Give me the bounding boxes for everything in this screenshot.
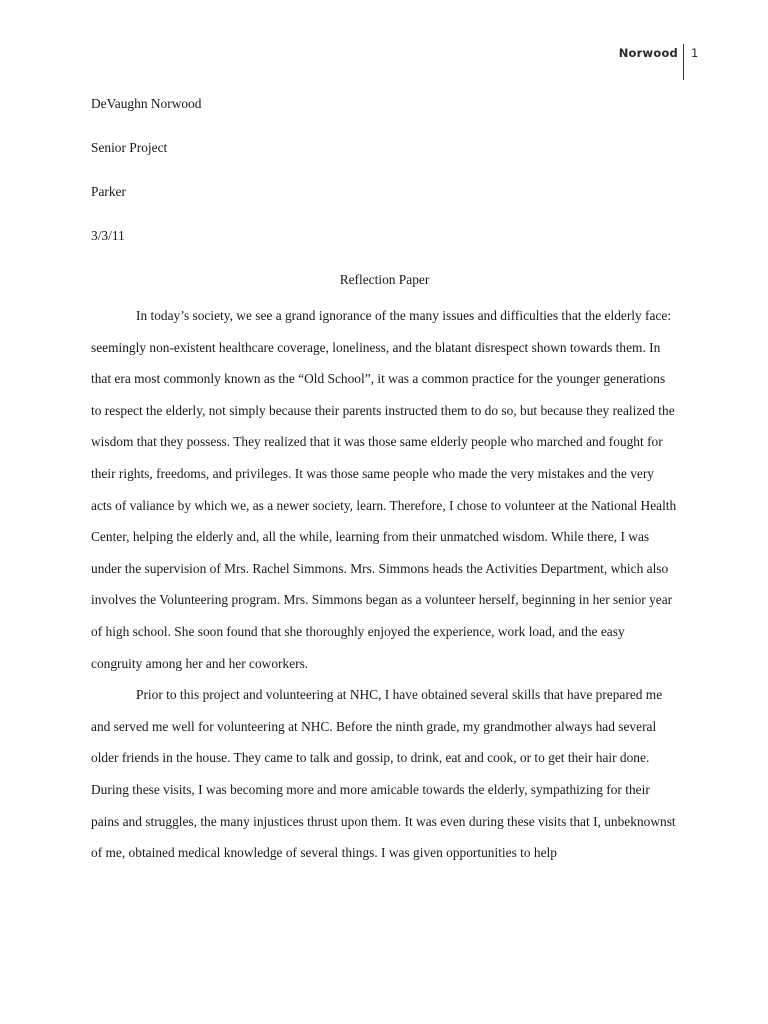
running-head-divider (683, 44, 684, 80)
course-name: Senior Project (91, 140, 168, 155)
paragraph: Prior to this project and volunteering at NHC, I have obtained several skills that have prepared me and served me well for volunteering at NHC. Before the ninth grade, my grandmother always had several older friends in the house. They came to talk and gossip, to drink, eat and cook, or to get their hair done. During these visits, I was becoming more and more amicable towards the elderly, sympathizing for their pains and struggles, the many injustices thrust upon them. It was even during these visits that I, unbeknownst of me, obtained medical knowledge of several things. I was given opportunities to help (91, 687, 676, 861)
paragraph: In today’s society, we see a grand ignorance of the many issues and difficulties that the elderly face: seemingly non-existent healthcare coverage, loneliness, and the blatant disrespect shown towards them. In that era most commonly known as the “Old School”, it was a common practice for the younger generations to respect the elderly, not simply because their parents instructed them to do so, but because they realized the wisdom that they possess. They realized that it was those same elderly people who marched and fought for their rights, freedoms, and privileges. It was those same people who made the very mistakes and the very acts of valiance by which we, as a newer society, learn. Therefore, I chose to volunteer at the National Health Center, helping the elderly and, all the while, learning from their unmatched wisdom. While there, I was under the supervision of Mrs. Rachel Simmons. Mrs. Simmons heads the Activities Department, which also involves the Volunteering program. Mrs. Simmons began as a volunteer herself, beginning in her senior year of high school. She soon found that she thoroughly enjoyed the experience, work load, and the easy congruity among her and her coworkers. (91, 308, 677, 671)
running-head-name: Norwood (618, 46, 678, 60)
running-head (0, 44, 768, 80)
document-date: 3/3/11 (91, 228, 125, 243)
author-name: DeVaughn Norwood (91, 96, 202, 111)
instructor-name: Parker (91, 184, 126, 199)
document-body (91, 92, 678, 869)
page-title: Reflection Paper (339, 272, 430, 287)
page-number: 1 (691, 46, 699, 60)
